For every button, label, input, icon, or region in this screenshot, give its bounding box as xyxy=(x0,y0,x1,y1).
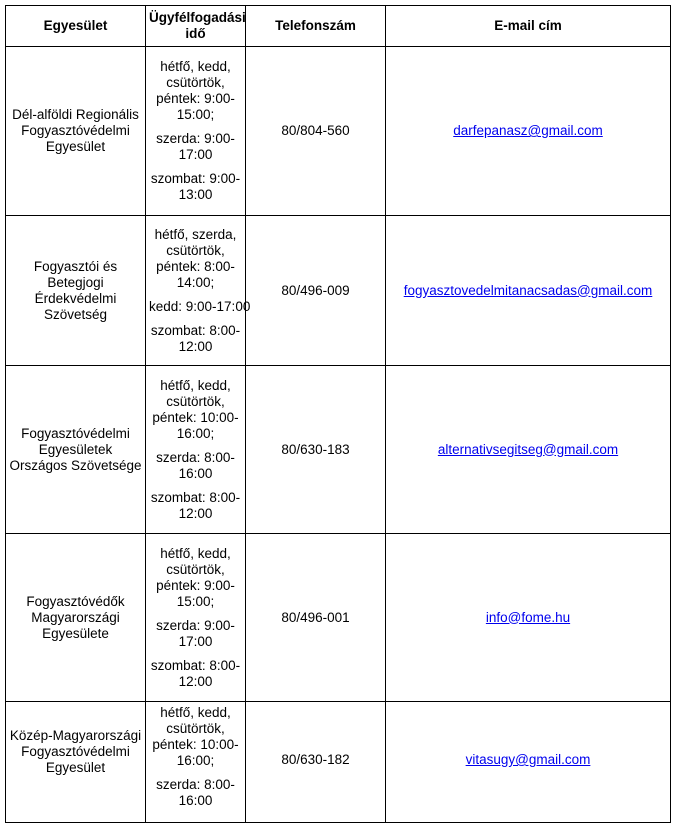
hours-line: szombat: 8:00-12:00 xyxy=(150,657,241,689)
hours-line: szerda: 8:00-16:00 xyxy=(156,777,235,808)
phone-number: 80/496-001 xyxy=(246,534,386,702)
hours-line: szombat: 9:00-13:00 xyxy=(150,171,241,202)
table-row xyxy=(6,216,671,366)
consumer-protection-table xyxy=(5,5,671,823)
header-org: Egyesület xyxy=(6,6,146,47)
email-link[interactable]: alternativsegitseg@gmail.com xyxy=(437,441,619,457)
header-hours: Ügyfélfogadási idő xyxy=(146,6,246,47)
hours-line: hétfő, kedd, csütörtök, péntek: 9:00-15:00; xyxy=(156,545,235,609)
office-hours xyxy=(146,534,246,702)
phone-number: 80/630-183 xyxy=(246,366,386,534)
office-hours xyxy=(146,702,246,823)
email-cell xyxy=(386,216,671,366)
email-cell xyxy=(386,366,671,534)
hours-line: szombat: 8:00-12:00 xyxy=(150,322,241,354)
table-row xyxy=(6,47,671,216)
phone-number: 80/630-182 xyxy=(246,702,386,823)
phone-number: 80/804-560 xyxy=(246,47,386,216)
table-row xyxy=(6,366,671,534)
org-name: Fogyasztóvédők Magyarországi Egyesülete xyxy=(6,534,146,702)
org-name: Közép-Magyarországi Fogyasztóvédelmi Egyesület xyxy=(6,702,146,823)
hours-line: kedd: 9:00-17:00 xyxy=(149,298,251,314)
hours-line: szerda: 9:00-17:00 xyxy=(156,617,235,649)
org-name: Fogyasztóvédelmi Egyesületek Országos Szövetsége xyxy=(6,366,146,534)
email-link[interactable]: fogyasztovedelmitanacsadas@gmail.com xyxy=(403,282,653,298)
office-hours xyxy=(146,366,246,534)
hours-line: hétfő, szerda, csütörtök, péntek: 8:00-14:00; xyxy=(154,226,237,290)
email-link[interactable]: vitasugy@gmail.com xyxy=(465,752,591,767)
hours-line: hétfő, kedd, csütörtök, péntek: 9:00-15:00; xyxy=(156,59,235,122)
hours-line: hétfő, kedd, csütörtök, péntek: 10:00-16:00; xyxy=(152,377,239,441)
office-hours xyxy=(146,216,251,366)
hours-line: szerda: 8:00-16:00 xyxy=(156,449,235,481)
hours-line: szombat: 8:00-12:00 xyxy=(150,489,241,521)
email-cell xyxy=(386,702,671,823)
hours-line: szerda: 9:00-17:00 xyxy=(156,131,235,162)
phone-number: 80/496-009 xyxy=(246,216,386,366)
table-row xyxy=(6,534,671,702)
email-link[interactable]: info@fome.hu xyxy=(485,609,571,625)
org-name: Dél-alföldi Regionális Fogyasztóvédelmi Egyesület xyxy=(6,47,146,216)
email-cell xyxy=(386,47,671,216)
hours-line: hétfő, kedd, csütörtök, péntek: 10:00-16:00; xyxy=(152,705,239,768)
table-row xyxy=(6,702,671,823)
email-cell xyxy=(386,534,671,702)
email-link[interactable]: darfepanasz@gmail.com xyxy=(453,123,603,138)
org-name: Fogyasztói és Betegjogi Érdekvédelmi Szövetség xyxy=(6,216,146,366)
header-phone: Telefonszám xyxy=(246,6,386,47)
header-email: E-mail cím xyxy=(386,6,671,47)
office-hours xyxy=(146,47,246,216)
header-row xyxy=(6,6,671,47)
